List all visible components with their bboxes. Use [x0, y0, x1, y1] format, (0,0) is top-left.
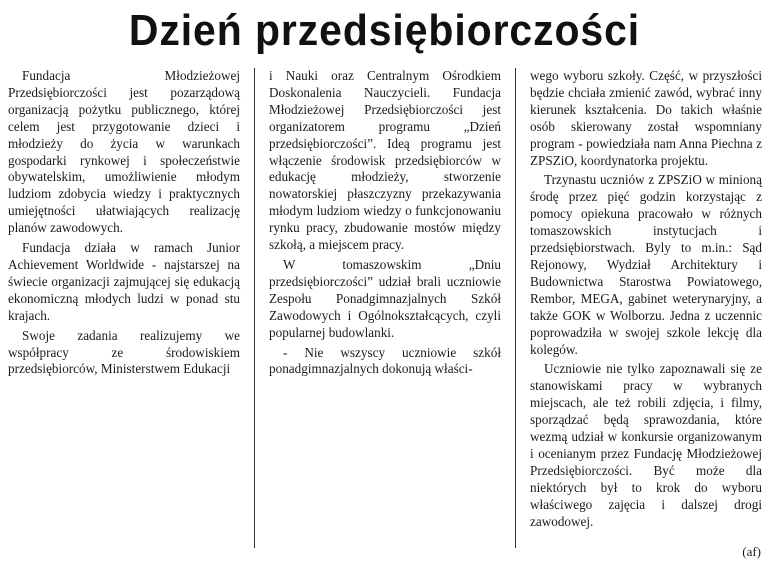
article-column-1: [8, 68, 240, 378]
paragraph: Fundacja działa w ramach Junior Achievement Worldwide - najstarszej na świecie organizacji zajmującej się edukacją ekonomiczną młodych ludzi w ponad stu krajach.: [8, 240, 240, 323]
paragraph: - Nie wszyscy uczniowie szkół ponadgimnazjalnych dokonują właści-: [269, 344, 501, 377]
paragraph: W tomaszowskim „Dniu przedsiębiorczości” udział brali uczniowie Zespołu Ponadgimnazjalnych Szkół Zawodowych i Ogólnokształcących, czyli popularnej budowlanki.: [269, 256, 501, 340]
paragraph: Uczniowie nie tylko zapoznawali się ze stanowiskami pracy w wybranych miejscach, ale też robili zdjęcia, i filmy, sporządzać będą sprawozdania, które wezmą udział w konkursie organizowanym i ocenianym przez Fundację Młodzieżowej Przedsiębiorczości. Być może dla niektórych był to krok do wyboru właściwego zajęcia i dalszej drogi zawodowej.: [530, 361, 762, 529]
paragraph: wego wyboru szkoły. Część, w przyszłości będzie chciała zmienić zawód, wybrać inny kierunek kształcenia. Do takich właśnie osób skierowany został wspomniany program - powiedziała nam Anna Piechna z ZPSZiO, koordynatorka projektu.: [530, 68, 762, 168]
column-divider: [515, 68, 516, 548]
paragraph: Trzynastu uczniów z ZPSZiO w minioną środę przez pięć godzin korzystając z pomocy opiekuna pracowało w różnych tomaszowskich instytucjach i przedsiębiorstwach. Byly to m.in.: Sąd Rejonowy, Wydział Architektury i Budownictwa Starostwa Powiatowego, Rembor, MEGA, gabinet weterynaryjny, a także GOK w Wolborzu. Jedna z uczennic poprowadziła w swojej szkole lekcję dla kolegów.: [530, 172, 762, 357]
paragraph: Fundacja Młodzieżowej Przedsiębiorczości jest pozarządową organizacją pożytku publicznego, której celem jest przygotowanie dzieci i młodzieży do życia w warunkach gospodarki rynkowej i społeczeństwie obywatelskim, umożliwienie młodym ludziom zdobycia wiedzy i praktycznych umiejętności ułatwiających realizację planów zawodowych.: [8, 68, 240, 236]
paragraph: Swoje zadania realizujemy we współpracy ze środowiskiem przedsiębiorców, Ministerstwem Edukacji: [8, 327, 240, 377]
article-column-3: [530, 68, 762, 530]
paragraph: i Nauki oraz Centralnym Ośrodkiem Doskonalenia Nauczycieli. Fundacja Młodzieżowej Przedsiębiorczości jest organizatorem programu „Dzień przedsiębiorczości”. Ideą programu jest włączenie środowisk przedsiębiorców w edukację młodzieży, stworzenie nowatorskiej płaszczyzny przekazywania młodym ludziom wiedzy o funkcjonowaniu rynku pracy, zbudowanie mostów między szkołą, a miejscem pracy.: [269, 68, 501, 253]
article-column-2: [269, 68, 501, 378]
article-headline: Dzień przedsiębiorczości: [128, 6, 641, 55]
column-divider: [254, 68, 255, 548]
author-signature: (af): [742, 544, 761, 559]
